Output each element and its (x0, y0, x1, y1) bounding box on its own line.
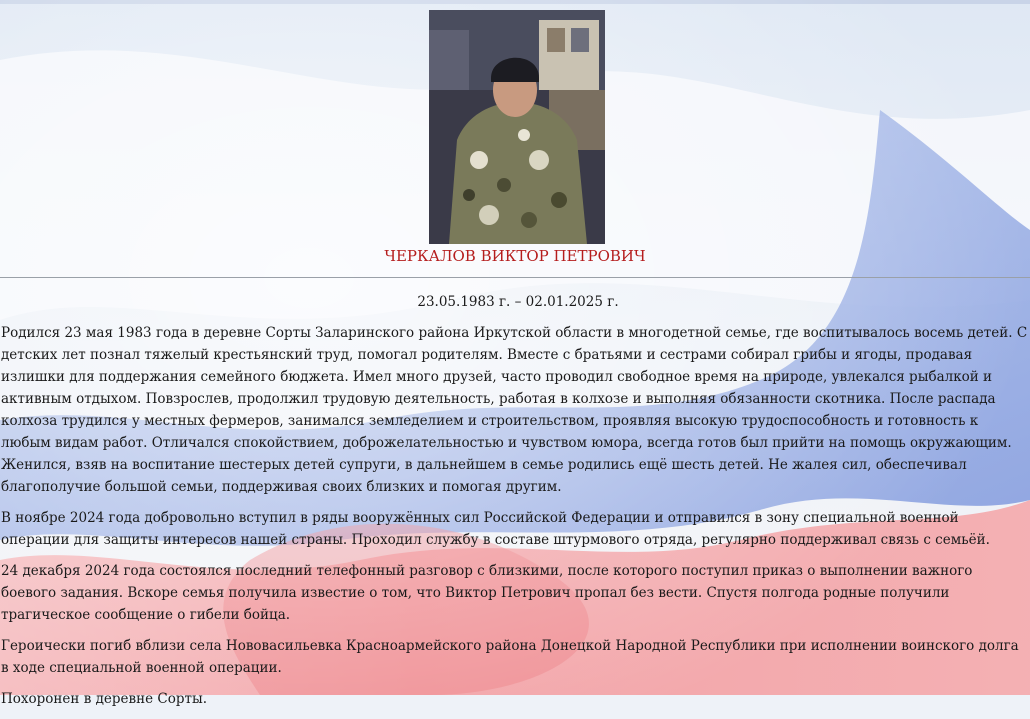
life-dates: 23.05.1983 г. – 02.01.2025 г. (417, 294, 619, 310)
person-name: ЧЕРКАЛОВ ВИКТОР ПЕТРОВИЧ (384, 247, 646, 265)
portrait-image (429, 10, 605, 244)
bio-paragraph: Героически погиб вблизи села Нововасильевка Красноармейского района Донецкой Народной Республики при исполнении воинского долга в ходе специальной военной операции. (1, 638, 1019, 676)
portrait-photo (429, 10, 605, 244)
bio-paragraph: Похоронен в деревне Сорты. (1, 691, 207, 707)
bio-paragraph: Родился 23 мая 1983 года в деревне Сорты Заларинского района Иркутской области в многодетной семье, где воспитывалось восемь детей. С детских лет познал тяжелый крестьянский труд, помогал родителям. Вместе с братьями и сестрами собирал грибы и ягоды, продавая излишки для поддержания семейного бюджета. Имел много друзей, часто проводил свободное время на природе, увлекался рыбалкой и активным отдыхом. Повзрослев, продолжил трудовую деятельность, работая в колхозе и выполняя обязанности скотника. После распада колхоза трудился у местных фермеров, занимался земледелием и строительством, проявляя высокую трудоспособность и готовность к любым видам работ. Отличался спокойствием, доброжелательностью и чувством юмора, всегда готов был прийти на помощь окружающим. (1, 325, 1028, 451)
divider-line (0, 277, 1030, 278)
biography (1, 322, 1030, 719)
bio-paragraph: 24 декабря 2024 года состоялся последний телефонный разговор с близкими, после которого поступил приказ о выполнении важного боевого задания. Вскоре семья получила известие о том, что Виктор Петрович пропал без вести. Спустя полгода родные получили трагическое сообщение о гибели бойца. (1, 563, 973, 623)
bio-paragraph: Женился, взяв на воспитание шестерых детей супруги, в дальнейшем в семье родились ещё шесть детей. Не жалея сил, обеспечивал благополучие большой семьи, поддерживая своих близких и помогая другим. (1, 457, 967, 495)
bio-paragraph: В ноябре 2024 года добровольно вступил в ряды вооружённых сил Российской Федерации и отправился в зону специальной военной операции для защиты интересов нашей страны. Проходил службу в составе штурмового отряда, регулярно поддерживал связь с семьёй. (1, 510, 990, 548)
